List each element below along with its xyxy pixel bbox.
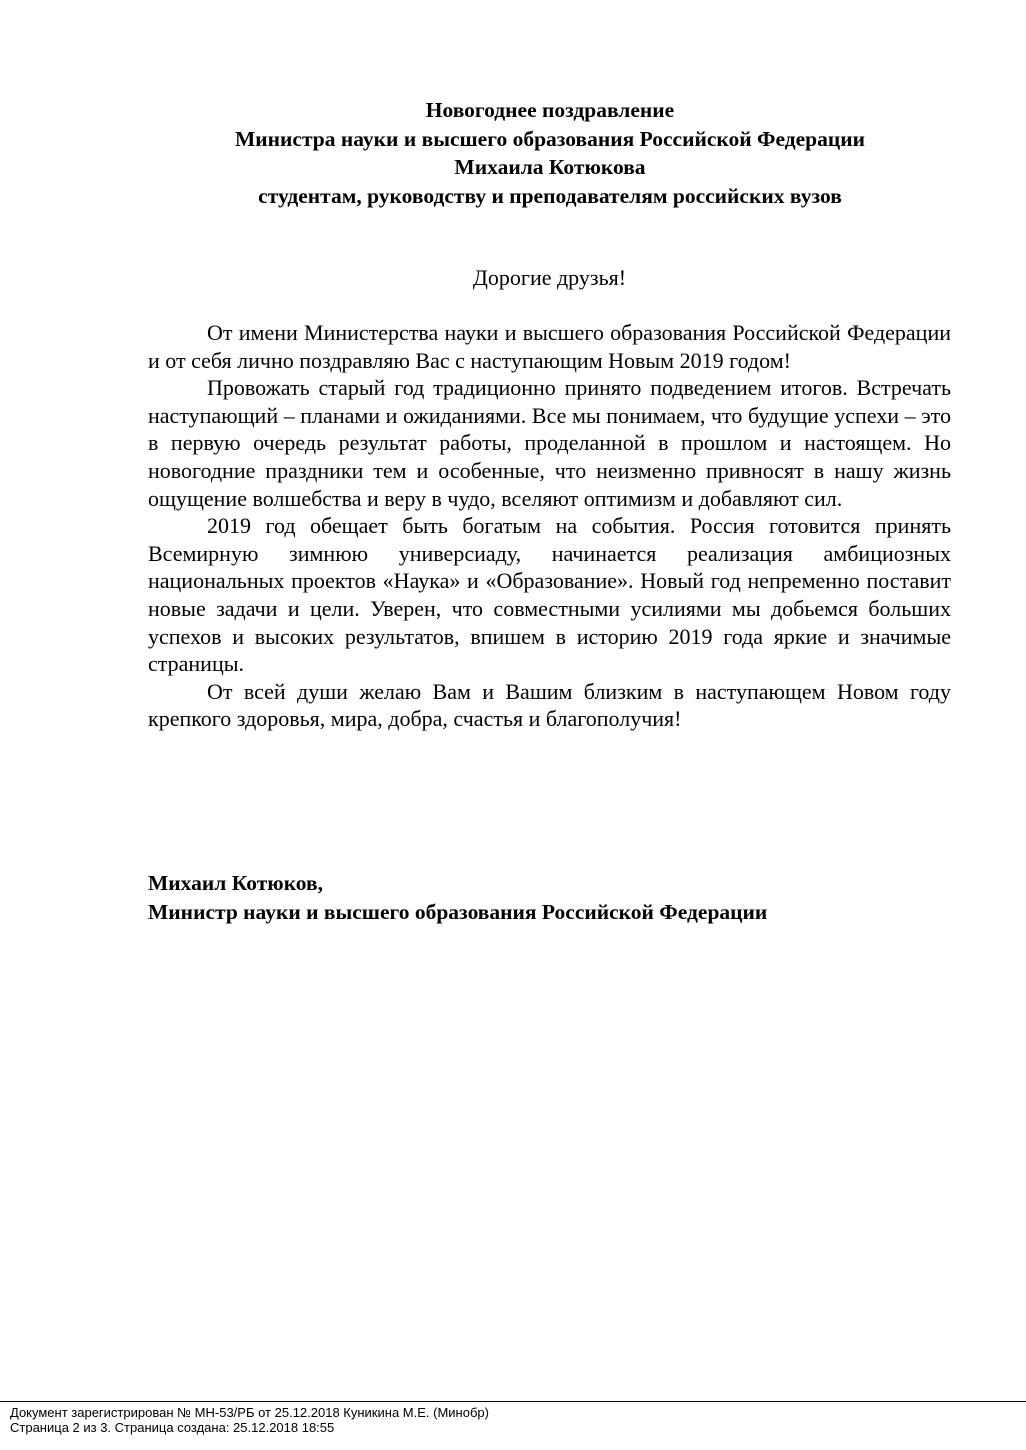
- title-line-2: Министра науки и высшего образования Российской Федерации: [234, 126, 866, 151]
- letter-body: [148, 319, 951, 733]
- paragraph-1: От имени Министерства науки и высшего образования Российской Федерации и от себя лично поздравляю Вас с наступающим Новым 2019 годом!: [148, 320, 951, 373]
- signature-position: Министр науки и высшего образования Российской Федерации: [148, 899, 768, 924]
- footer-divider: [0, 1401, 1026, 1402]
- footer-page-info: Страница 2 из 3. Страница создана: 25.12.2018 18:55: [10, 1420, 335, 1435]
- paragraph-3: 2019 год обещает быть богатым на события. Россия готовится принять Всемирную зимнюю универсиаду, начинается реализация амбициозных национальных проектов «Наука» и «Образование». Новый год непременно поставит новые задачи и цели. Уверен, что совместными усилиями мы добьемся больших успехов и высоких результатов, впишем в историю 2019 года яркие и значимые страницы.: [148, 513, 951, 677]
- signature-block: [148, 869, 1008, 926]
- paragraph-2: Провожать старый год традиционно принято подведением итогов. Встречать наступающий – планами и ожиданиями. Все мы понимаем, что будущие успехи – это в первую очередь результат работы, проделанной в прошлом и настоящем. Но новогодние праздники тем и особенные, что неизменно привносят в нашу жизнь ощущение волшебства и веру в чудо, вселяют оптимизм и добавляют сил.: [148, 375, 951, 511]
- title-line-3: Михаила Котюкова: [454, 155, 646, 179]
- greeting: Дорогие друзья!: [472, 265, 627, 290]
- document-title: [100, 96, 1000, 210]
- title-line-1: Новогоднее поздравление: [425, 98, 675, 122]
- footer-registration: Документ зарегистрирован № МН-53/РБ от 25.12.2018 Куникина М.Е. (Минобр): [10, 1405, 489, 1420]
- title-line-4: студентам, руководству и преподавателям российских вузов: [258, 183, 842, 208]
- footer: [10, 1405, 1016, 1435]
- signature-name: Михаил Котюков,: [148, 871, 324, 895]
- paragraph-4: От всей души желаю Вам и Вашим близким в наступающем Новом году крепкого здоровья, мира, добра, счастья и благополучия!: [148, 678, 951, 732]
